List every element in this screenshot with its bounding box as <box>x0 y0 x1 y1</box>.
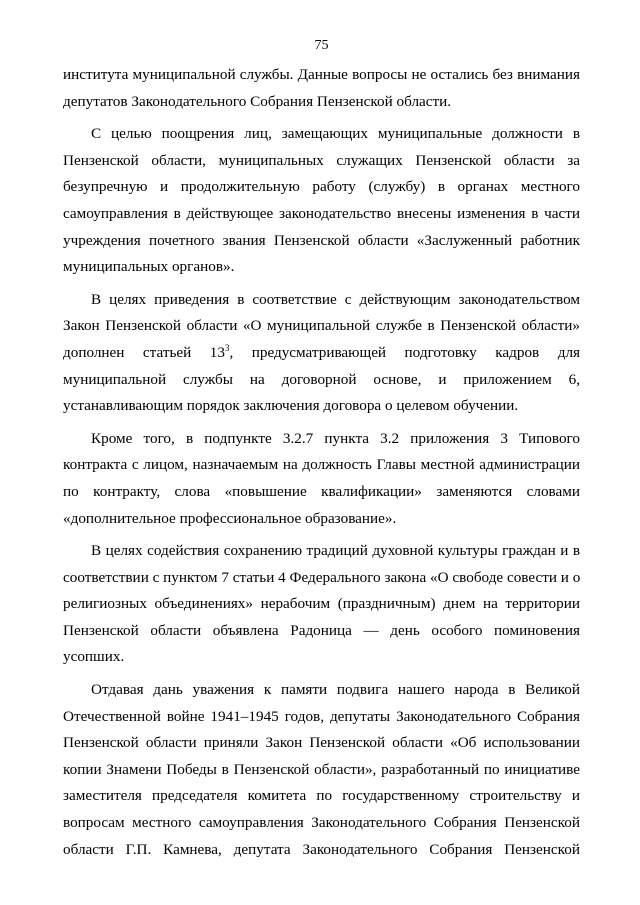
text-line: учреждения почетного звания Пензенской области «Заслуженный работник <box>63 231 580 249</box>
page-number: 75 <box>314 38 329 53</box>
text-line: муниципальной службы на договорной основе, и приложением 6, <box>63 370 580 388</box>
text-line: контракта с лицом, назначаемым на должность Главы местной администрации <box>63 456 580 474</box>
paragraph-1 <box>63 62 580 115</box>
paragraph-2 <box>63 121 580 281</box>
text-line: по контракту, слова «повышение квалификации» заменяются словами <box>63 482 580 500</box>
text-line: Отечественной войне 1941–1945 годов, депутаты Законодательного Собрания <box>63 707 580 725</box>
paragraph-6 <box>63 677 580 863</box>
text-line: Пензенской области объявлена Радоница — день особого поминовения <box>63 621 580 639</box>
text-line-with-superscript <box>63 340 580 367</box>
text-fragment: , предусматривающей подготовку кадров для <box>229 343 581 361</box>
text-line: С целью поощрения лиц, замещающих муниципальные должности в <box>91 125 580 143</box>
text-line: Пензенской области приняли Закон Пензенской области «Об использовании <box>63 734 580 752</box>
text-line: В целях содействия сохранению традиций духовной культуры граждан и в <box>91 542 580 560</box>
paragraph-3 <box>63 287 580 420</box>
text-line: муниципальных органов». <box>63 258 235 276</box>
text-line: вопросам местного самоуправления Законодательного Собрания Пензенской <box>63 814 580 832</box>
text-fragment: дополнен статьей 13 <box>63 343 225 361</box>
paragraph-5 <box>63 538 580 671</box>
text-line: области Г.П. Камнева, депутата Законодательного Собрания Пензенской <box>63 840 580 858</box>
text-line: «дополнительное профессиональное образование». <box>63 509 397 527</box>
text-line: копии Знамени Победы в Пензенской области», разработанный по инициативе <box>63 760 580 778</box>
text-line: устанавливающим порядок заключения договора о целевом обучении. <box>63 397 519 415</box>
text-line: института муниципальной службы. Данные вопросы не остались без внимания <box>63 66 580 83</box>
text-line: В целях приведения в соответствие с действующим законодательством <box>91 290 580 308</box>
text-line: заместителя председателя комитета по государственному строительству и <box>63 787 580 805</box>
text-line: религиозных объединениях» нерабочим (праздничным) днем на территории <box>63 595 580 613</box>
superscript: 3 <box>224 342 230 353</box>
text-line: депутатов Законодательного Собрания Пензенской области. <box>63 92 452 110</box>
text-line: Закон Пензенской области «О муниципальной службе в Пензенской области» <box>63 317 580 335</box>
text-line: безупречную и продолжительную работу (службу) в органах местного <box>63 178 580 196</box>
document-body <box>63 62 580 869</box>
text-line: Кроме того, в подпункте 3.2.7 пункта 3.2 приложения 3 Типового <box>91 429 580 447</box>
text-line: усопших. <box>63 648 125 666</box>
text-line: Отдавая дань уважения к памяти подвига нашего народа в Великой <box>91 681 580 699</box>
text-line: соответствии с пунктом 7 статьи 4 Федерального закона «О свободе совести и о <box>63 568 581 586</box>
text-line: Пензенской области, муниципальных служащих Пензенской области за <box>63 151 580 169</box>
text-line: самоуправления в действующее законодательство внесены изменения в части <box>63 204 580 222</box>
paragraph-4 <box>63 426 580 532</box>
